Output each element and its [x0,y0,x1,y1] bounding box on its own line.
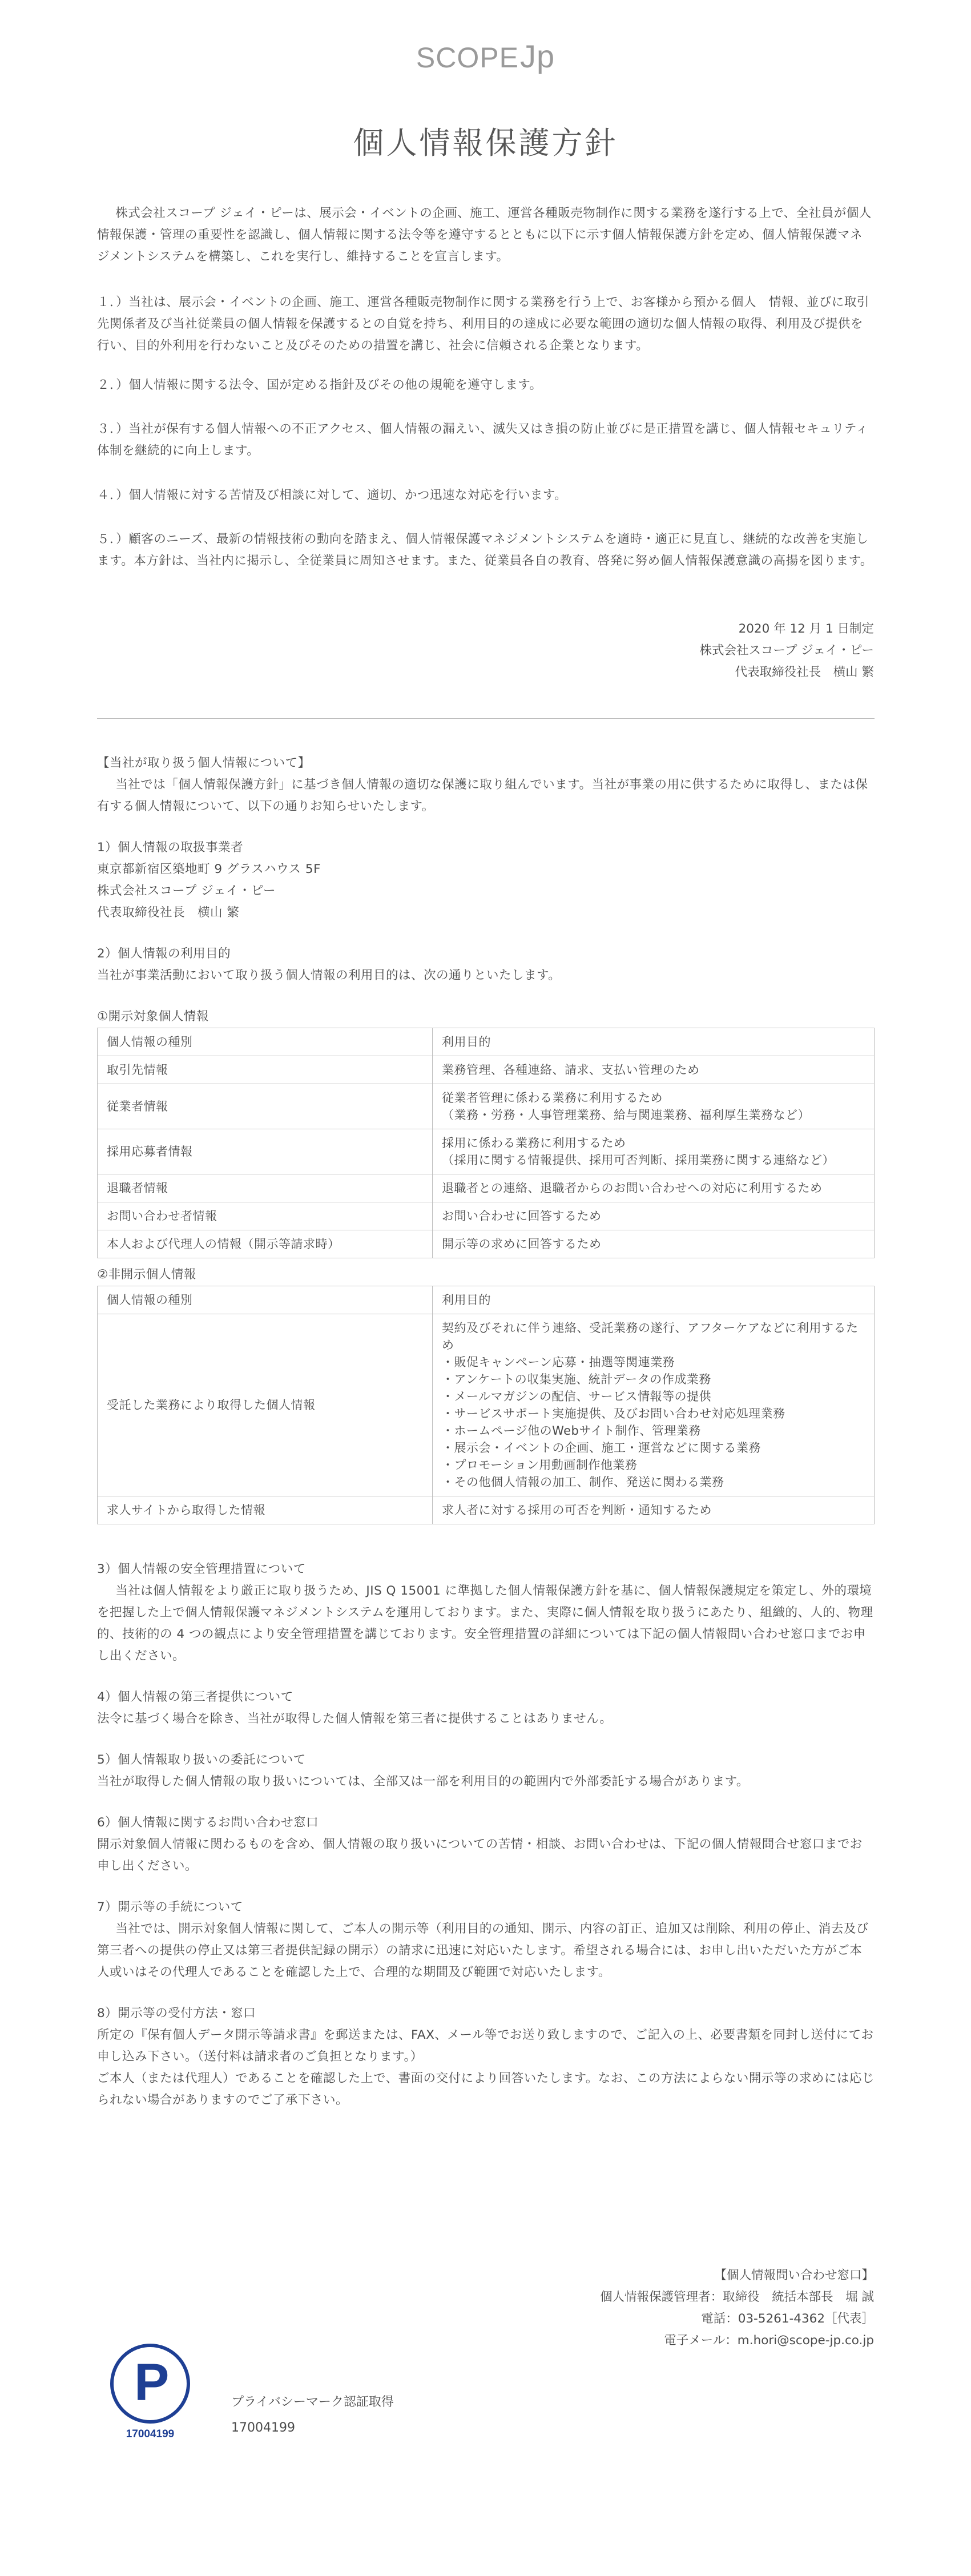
table-cell-purpose: 契約及びそれに伴う連絡、受託業務の遂行、アフターケアなどに利用するため ・販促キャンペーン応募・抽選等関連業務 ・アンケートの収集実施、統計データの作成業務 ・メールマガジンの配信、サービス情報等の提供 ・サービスサポート実施提供、及びお問い合わせ対応処理業務 ・ホームページ他のWebサイト制作、管理業務 ・展示会・イベントの企画、施工・運営などに関する業務 ・プロモーション用動画制作他業務 ・その他個人情報の加工、制作、発送に関わる業務 [433,1314,875,1496]
section-7-title: 7）開示等の手続について [97,1900,243,1914]
privacy-mark-number: 17004199 [126,2428,175,2440]
section-6-title: 6）個人情報に関するお問い合わせ窓口 [97,1816,319,1830]
table-header-row [98,1028,875,1056]
section-1-line: 株式会社スコープ ジェイ・ピー [97,884,276,898]
policy-item-3-block [97,418,875,462]
section-2-title: 2）個人情報の利用目的 [97,947,231,961]
policy-item-1-block [97,292,875,357]
privacy-mark-label: プライバシーマーク認証取得 [231,2395,394,2409]
section-2-text: 当社が事業活動において取り扱う個人情報の利用目的は、次の通りといたします。 [97,968,561,983]
section-4-text: 法令に基づく場合を除き、当社が取得した個人情報を第三者に提供することはありません。 [97,1712,613,1726]
section-6-text: 開示対象個人情報に関わるものを含め、個人情報の取り扱いについての苦情・相談、お問い合わせは、下記の個人情報問合せ窓口までお申し出ください。 [97,1837,863,1873]
policy-item-1: １．）当社は、展示会・イベントの企画、施工、運営各種販売物制作に関する業務を行う上で、お客様から預かる個人 情報、並びに取引先関係者及び当社従業員の個人情報を保護するとの自覚を持ち、利用目的の達成に必要な範囲の適切な個人情報の取得、利用及び提供を行い、目的外利用を行わないこと及びそのための措置を講じ、社会に信頼される企業となります。 [97,295,869,353]
table-header-cell: 利用目的 [433,1286,875,1314]
section-1-line: 東京都新宿区築地町 9 グラスハウス 5F [97,862,321,876]
signature [700,618,874,683]
table-row [98,1202,875,1230]
section-8-text: ご本人（または代理人）であることを確認した上で、書面の交付により回答いたします。なお、この方法によらない開示等の求めには応じられない場合がありますのでご了承下さい。 [97,2071,875,2107]
disclosure-table [97,1028,875,1258]
handling-heading: 【当社が取り扱う個人情報について】 [97,756,311,770]
nondisclosure-table [97,1286,875,1524]
policy-item-2: ２．）個人情報に関する法令、国が定める指針及びその他の規範を遵守します。 [97,378,542,392]
table-cell-type: お問い合わせ者情報 [98,1202,433,1230]
table-cell-purpose: 業務管理、各種連絡、請求、支払い管理のため [433,1056,875,1084]
table-header-row [98,1286,875,1314]
table-cell-purpose: 退職者との連絡、退職者からのお問い合わせへの対応に利用するため [433,1174,875,1202]
table-cell-type: 採用応募者情報 [98,1129,433,1174]
policy-intro-block [97,203,875,268]
signature-company: 株式会社スコープ ジェイ・ピー [699,643,874,658]
policy-item-5: ５．）顧客のニーズ、最新の情報技術の動向を踏まえ、個人情報保護マネジメントシステムを適時・適正に見直し、継続的な改善を実施します。本方針は、当社内に掲示し、全従業員に周知させます。また、従業員各自の教育、啓発に努め個人情報保護意識の高揚を図ります。 [97,532,873,568]
section-3-text: 当社は個人情報をより厳正に取り扱うため、JIS Q 15001 に準拠した個人情報保護方針を基に、個人情報保護規定を策定し、外的環境を把握した上で個人情報保護マネジメントシステムを運用しております。また、実際に個人情報を取り扱うにあたり、組織的、人的、物理的、技術的の 4 つの観点により安全管理措置を講じております。安全管理措置の詳細については下記の個人情報問い合わせ窓口までお申し出ください。 [97,1584,873,1663]
handling-section [97,752,875,2111]
logo-suffix: Jp [519,38,555,74]
disclosure-table-body [98,1056,875,1258]
privacy-mark-icon [110,2344,190,2424]
signature-date: 2020 年 12 月 1 日制定 [738,622,874,636]
table-cell-type: 求人サイトから取得した情報 [98,1496,433,1524]
table-header-cell: 個人情報の種別 [98,1286,433,1314]
table-header-cell: 個人情報の種別 [98,1028,433,1056]
table-cell-purpose: 従業者管理に係わる業務に利用するため （業務・労務・人事管理業務、給与関連業務、福利厚生業務など） [433,1084,875,1129]
table-cell-purpose: 求人者に対する採用の可否を判断・通知するため [433,1496,875,1524]
section-5-text: 当社が取得した個人情報の取り扱いについては、全部又は一部を利用目的の範囲内で外部委託する場合があります。 [97,1774,749,1789]
table-row [98,1056,875,1084]
contact-manager: 個人情報保護管理者：取締役 統括本部長 堀 誠 [600,2290,874,2304]
table-cell-purpose: 採用に係わる業務に利用するため （採用に関する情報提供、採用可否判断、採用業務に関する連絡など） [433,1129,875,1174]
section-1-line: 代表取締役社長 横山 繁 [97,905,240,920]
section-7-text: 当社では、開示対象個人情報に関して、ご本人の開示等（利用目的の通知、開示、内容の訂正、追加又は削除、利用の停止、消去及び第三者への提供の停止又は第三者提供記録の開示）の請求に迅速に対応いたします。希望される場合には、お申し出いただいた方がご本人或いはその代理人であることを確認した上で、合理的な期間及び範囲で対応いたします。 [97,1922,869,1979]
table-cell-type: 受託した業務により取得した個人情報 [98,1314,433,1496]
policy-item-2-block [97,375,875,396]
contact-block [600,2265,874,2352]
policy-intro: 株式会社スコープ ジェイ・ピーは、展示会・イベントの企画、施工、運営各種販売物制作に関する業務を遂行する上で、全社員が個人情報保護・管理の重要性を認識し、個人情報に関する法令等を遵守するとともに以下に示す個人情報保護方針を定め、個人情報保護マネジメントシステムを構築し、これを実行し、維持することを宣言します。 [97,206,872,264]
contact-email[interactable]: 電子メール：m.hori@scope-jp.co.jp [664,2333,874,2348]
table-row [98,1496,875,1524]
section-4-title: 4）個人情報の第三者提供について [97,1690,293,1704]
policy-item-5-block [97,529,875,572]
divider [97,718,875,719]
contact-phone: 電話：03-5261-4362［代表］ [701,2312,874,2326]
table-cell-purpose: 開示等の求めに回答するため [433,1230,875,1258]
section-3-title: 3）個人情報の安全管理措置について [97,1562,306,1576]
policy-item-4-block [97,485,875,506]
handling-intro: 当社では「個人情報保護方針」に基づき個人情報の適切な保護に取り組んでいます。当社が事業の用に供するために取得し、または保有する個人情報について、以下の通りお知らせいたします。 [97,778,868,814]
privacy-mark-registration: 17004199 [231,2421,295,2435]
logo[interactable] [0,38,971,75]
table-row [98,1129,875,1174]
contact-heading: 【個人情報問い合わせ窓口】 [714,2268,874,2283]
section-8-title: 8）開示等の受付方法・窓口 [97,2006,256,2020]
table-row [98,1084,875,1129]
table-cell-type: 従業者情報 [98,1084,433,1129]
page-title: 個人情報保護方針 [353,125,618,161]
table2-caption: ②非開示個人情報 [97,1267,196,1282]
table-row [98,1174,875,1202]
table1-caption: ①開示対象個人情報 [97,1009,209,1024]
privacy-mark-letter: P [134,2353,170,2412]
policy-item-3: ３．）当社が保有する個人情報への不正アクセス、個人情報の漏えい、滅失又はき損の防止並びに是正措置を講じ、個人情報セキュリティ体制を継続的に向上します。 [97,422,869,458]
table-row [98,1314,875,1496]
section-5-title: 5）個人情報取り扱いの委託について [97,1753,306,1767]
policy-item-4: ４．）個人情報に対する苦情及び相談に対して、適切、かつ迅速な対応を行います。 [97,488,567,502]
table-header-cell: 利用目的 [433,1028,875,1056]
logo-text: SCOPE [416,42,519,74]
section-8-text: 所定の『保有個人データ開示等請求書』を郵送または、FAX、メール等でお送り致しますので、ご記入の上、必要書類を同封し送付にてお申し込み下さい。（送付料は請求者のご負担となります。） [97,2028,874,2064]
table-cell-type: 退職者情報 [98,1174,433,1202]
privacy-mark-info [231,2389,394,2441]
section-1-title: 1）個人情報の取扱事業者 [97,840,244,855]
signature-representative: 代表取締役社長 横山 繁 [735,665,874,679]
table-cell-type: 本人および代理人の情報（開示等請求時） [98,1230,433,1258]
table-row [98,1230,875,1258]
nondisclosure-table-body [98,1314,875,1524]
table-cell-type: 取引先情報 [98,1056,433,1084]
table-cell-purpose: お問い合わせに回答するため [433,1202,875,1230]
